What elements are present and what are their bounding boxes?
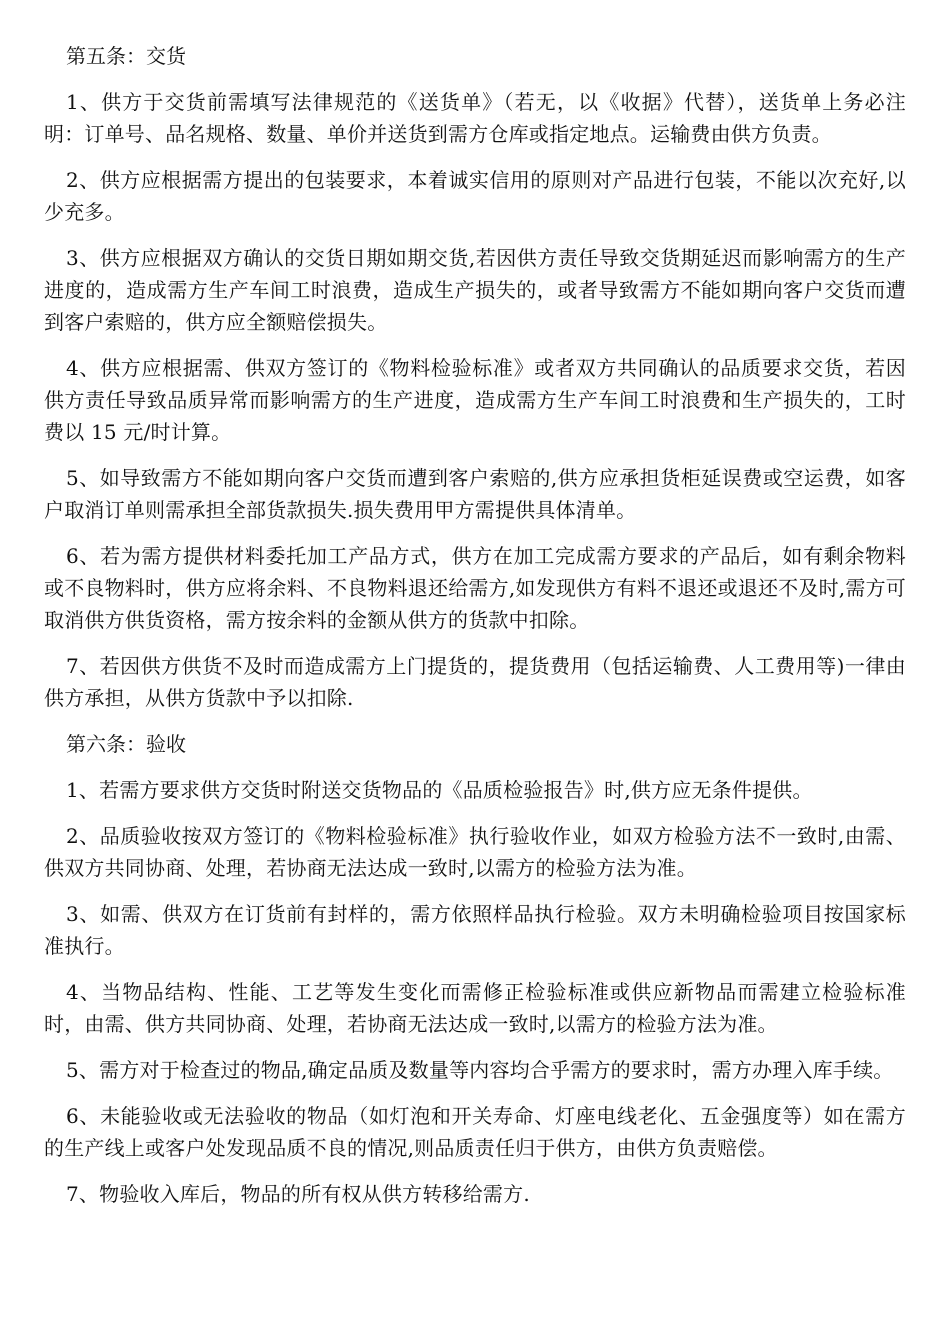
document-page	[44, 40, 906, 1224]
section-6-item-5: 5、需方对于检查过的物品,确定品质及数量等内容均合乎需方的要求时，需方办理入库手续。	[66, 1058, 894, 1082]
section-6-item-4: 4、当物品结构、性能、工艺等发生变化而需修正检验标准或供应新物品而需建立检验标准时，由需、供方共同协商、处理，若协商无法达成一致时,以需方的检验方法为准。	[44, 980, 906, 1036]
section-5-item-4: 4、供方应根据需、供双方签订的《物料检验标准》或者双方共同确认的品质要求交货，若因供方责任导致品质异常而影响需方的生产进度，造成需方生产车间工时浪费和生产损失的，工时费以 15 元/时计算。	[44, 356, 906, 444]
section-5-item-7: 7、若因供方供货不及时而造成需方上门提货的，提货费用（包括运输费、人工费用等)一律由供方承担，从供方货款中予以扣除.	[44, 654, 906, 710]
section-5-item-5: 5、如导致需方不能如期向客户交货而遭到客户索赔的,供方应承担货柜延误费或空运费，如客户取消订单则需承担全部货款损失.损失费用甲方需提供具体清单。	[44, 466, 906, 522]
section-6-item-7: 7、物验收入库后，物品的所有权从供方转移给需方.	[66, 1182, 530, 1206]
section-5-item-6: 6、若为需方提供材料委托加工产品方式，供方在加工完成需方要求的产品后，如有剩余物料或不良物料时，供方应将余料、不良物料退还给需方,如发现供方有料不退还或退还不及时,需方可取消供方供货资格，需方按余料的金额从供方的货款中扣除。	[44, 544, 906, 632]
section-5-item-2: 2、供方应根据需方提出的包装要求，本着诚实信用的原则对产品进行包装，不能以次充好,以少充多。	[44, 168, 906, 224]
section-5-item-3: 3、供方应根据双方确认的交货日期如期交货,若因供方责任导致交货期延迟而影响需方的生产进度的，造成需方生产车间工时浪费，造成生产损失的，或者导致需方不能如期向客户交货而遭到客户索赔的，供方应全额赔偿损失。	[44, 246, 906, 334]
section-6-item-2: 2、品质验收按双方签订的《物料检验标准》执行验收作业，如双方检验方法不一致时,由需、供双方共同协商、处理，若协商无法达成一致时,以需方的检验方法为准。	[44, 824, 906, 880]
section-5-heading: 第五条：交货	[66, 44, 186, 68]
section-6-item-3: 3、如需、供双方在订货前有封样的，需方依照样品执行检验。双方未明确检验项目按国家标准执行。	[44, 902, 906, 958]
section-6-heading: 第六条：验收	[66, 732, 186, 756]
section-5-item-1: 1、供方于交货前需填写法律规范的《送货单》（若无，以《收据》代替），送货单上务必注明：订单号、品名规格、数量、单价并送货到需方仓库或指定地点。运输费由供方负责。	[44, 90, 906, 146]
section-6-item-1: 1、若需方要求供方交货时附送交货物品的《品质检验报告》时,供方应无条件提供。	[66, 778, 813, 802]
section-6-item-6: 6、未能验收或无法验收的物品（如灯泡和开关寿命、灯座电线老化、五金强度等）如在需方的生产线上或客户处发现品质不良的情况,则品质责任归于供方，由供方负责赔偿。	[44, 1104, 906, 1160]
